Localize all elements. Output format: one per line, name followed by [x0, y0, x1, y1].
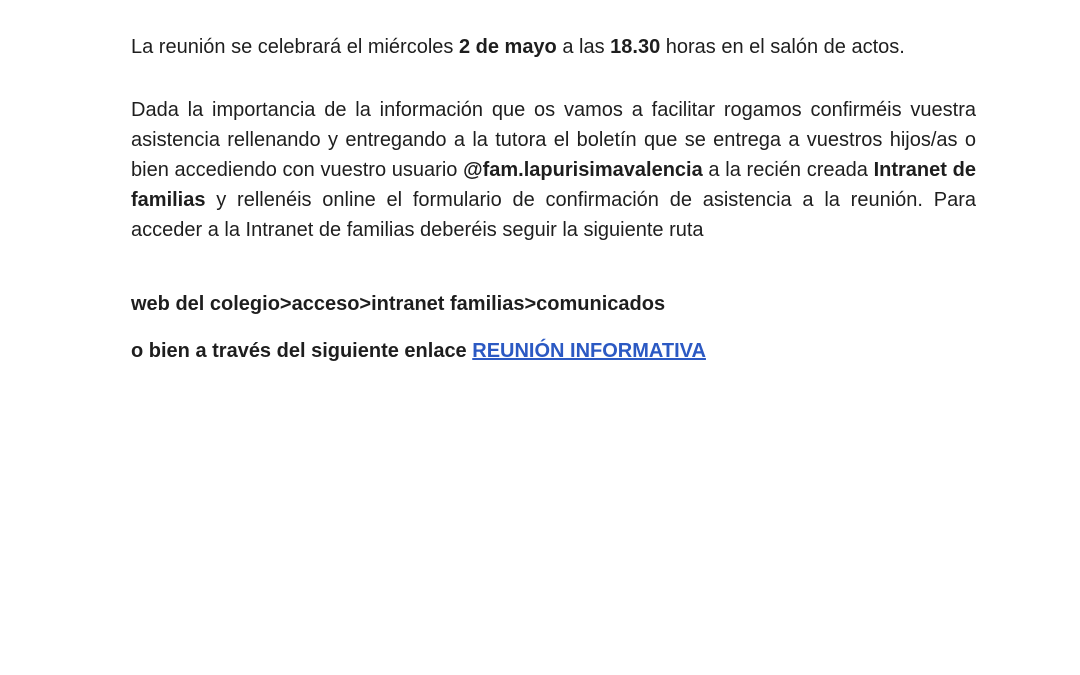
meeting-info-link[interactable]: REUNIÓN INFORMATIVA — [472, 340, 706, 362]
confirmation-text-2: a la recién creada — [702, 159, 874, 181]
intranet-name: Intranet de familias — [131, 159, 976, 211]
meeting-location-text: horas en el salón de actos. — [660, 36, 905, 58]
meeting-date: 2 de mayo — [458, 36, 557, 58]
meeting-date-paragraph — [131, 35, 976, 59]
meeting-time-prefix: a las — [556, 36, 611, 58]
link-prefix-text: o bien a través del siguiente enlace — [131, 340, 473, 362]
family-user-domain: @fam.lapurisimavalencia — [463, 159, 703, 181]
confirmation-paragraph — [131, 95, 976, 245]
meeting-time: 18.30 — [610, 36, 661, 58]
intranet-route: web del colegio>acceso>intranet familias>comunicados — [131, 293, 666, 315]
link-paragraph — [131, 339, 976, 363]
confirmation-text-3: y rellenéis online el formulario de confirmación de asistencia a la reunión. Para acceder a la Intranet de familias deberéis seguir la siguiente ruta — [131, 189, 976, 241]
meeting-intro-text: La reunión se celebrará el miércoles — [131, 36, 459, 58]
confirmation-text-1: Dada la importancia de la información que os vamos a facilitar rogamos confirméis vuestra asistencia rellenando y entregando a la tutora el boletín que se entrega a vuestros hijos/as o bien accediendo con vuestro usuario — [131, 99, 976, 181]
